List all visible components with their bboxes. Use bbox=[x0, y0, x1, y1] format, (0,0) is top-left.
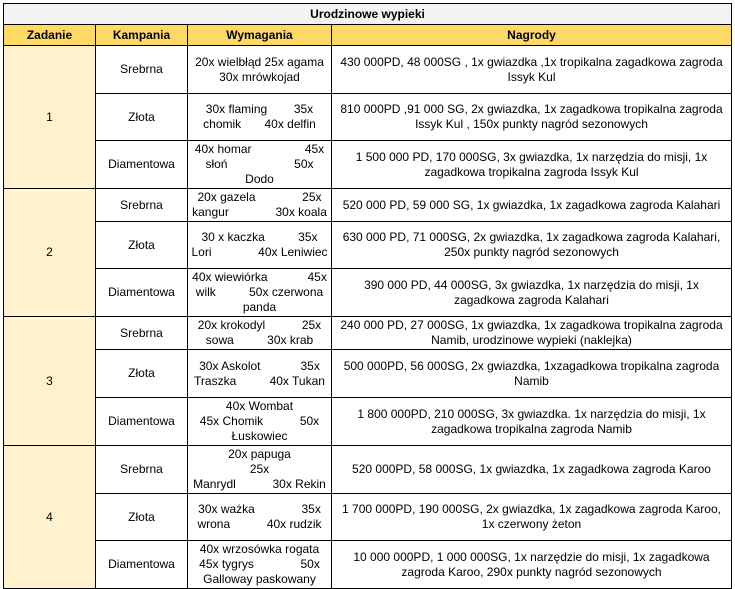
header-zadanie: Zadanie bbox=[4, 25, 96, 46]
table-row bbox=[4, 189, 732, 222]
campaign-cell: Diamentowa bbox=[96, 541, 188, 589]
campaign-cell: Złota bbox=[96, 494, 188, 541]
rewards-cell: 10 000 000PD, 1 000 000SG, 1x narzędzie do misji, 1x zagadkowa zagroda Karoo, 290x punkty nagród sezonowych bbox=[332, 541, 732, 589]
requirements-cell: 40x homar 45x słoń 50x Dodo bbox=[188, 141, 332, 189]
table-title: Urodzinowe wypieki bbox=[4, 4, 732, 25]
rewards-cell: 810 000PD ,91 000 SG, 2x gwiazdka, 1x zagadkowa tropikalna zagroda Issyk Kul , 150x punkty nagród sezonowych bbox=[332, 94, 732, 141]
requirements-cell: 20x wielbłąd 25x agama 30x mrówkojad bbox=[188, 46, 332, 94]
requirements-cell: 40x wrzosówka rogata 45x tygrys 50x Galloway paskowany bbox=[188, 541, 332, 589]
task-number: 2 bbox=[4, 189, 96, 317]
rewards-cell: 520 000 PD, 59 000 SG, 1x gwiazdka, 1x zagadkowa zagroda Kalahari bbox=[332, 189, 732, 222]
header-kampania: Kampania bbox=[96, 25, 188, 46]
table-row bbox=[4, 494, 732, 541]
rewards-cell: 390 000 PD, 44 000SG, 3x gwiazdka, 1x narzędzia do misji, 1x zagadkowa zagroda Kalahari bbox=[332, 269, 732, 317]
requirements-cell: 30x Askolot 35x Traszka 40x Tukan bbox=[188, 350, 332, 398]
campaign-cell: Złota bbox=[96, 94, 188, 141]
rewards-table bbox=[3, 3, 732, 589]
table-row bbox=[4, 94, 732, 141]
campaign-cell: Srebrna bbox=[96, 317, 188, 350]
table-row bbox=[4, 398, 732, 446]
rewards-cell: 1 800 000PD, 210 000SG, 3x gwiazdka. 1x narzędzia do misji, 1x zagadkowa tropikalna zagroda Namib bbox=[332, 398, 732, 446]
table-row bbox=[4, 350, 732, 398]
header-nagrody: Nagrody bbox=[332, 25, 732, 46]
rewards-cell: 240 000 PD, 27 000SG, 1x gwiazdka, 1x zagadkowa tropikalna zagroda Namib, urodzinowe wypieki (naklejka) bbox=[332, 317, 732, 350]
table-row bbox=[4, 446, 732, 494]
task-number: 1 bbox=[4, 46, 96, 189]
campaign-cell: Diamentowa bbox=[96, 141, 188, 189]
header-wymagania: Wymagania bbox=[188, 25, 332, 46]
rewards-cell: 430 000PD, 48 000SG , 1x gwiazdka ,1x tropikalna zagadkowa zagroda Issyk Kul bbox=[332, 46, 732, 94]
table-row bbox=[4, 317, 732, 350]
campaign-cell: Diamentowa bbox=[96, 269, 188, 317]
rewards-cell: 500 000PD, 56 000SG, 2x gwiazdka, 1xzagadkowa tropikalna zagroda Namib bbox=[332, 350, 732, 398]
table-row bbox=[4, 141, 732, 189]
campaign-cell: Srebrna bbox=[96, 189, 188, 222]
task-number: 3 bbox=[4, 317, 96, 446]
requirements-cell: 40x Wombat 45x Chomik 50x Łuskowiec bbox=[188, 398, 332, 446]
requirements-cell: 30x ważka 35x wrona 40x rudzik bbox=[188, 494, 332, 541]
requirements-cell: 30x flaming 35x chomik 40x delfin bbox=[188, 94, 332, 141]
table-row bbox=[4, 269, 732, 317]
campaign-cell: Diamentowa bbox=[96, 398, 188, 446]
requirements-cell: 20x krokodyl 25x sowa 30x krab bbox=[188, 317, 332, 350]
requirements-cell: 40x wiewiórka 45x wilk 50x czerwona panda bbox=[188, 269, 332, 317]
table-row bbox=[4, 541, 732, 589]
rewards-cell: 520 000PD, 58 000SG, 1x gwiazdka, 1x zagadkowa zagroda Karoo bbox=[332, 446, 732, 494]
campaign-cell: Złota bbox=[96, 350, 188, 398]
campaign-cell: Srebrna bbox=[96, 446, 188, 494]
rewards-cell: 1 500 000 PD, 170 000SG, 3x gwiazdka, 1x narzędzia do misji, 1x zagadkowa tropikalna zagroda Issyk Kul bbox=[332, 141, 732, 189]
campaign-cell: Złota bbox=[96, 222, 188, 269]
table-row bbox=[4, 222, 732, 269]
rewards-cell: 630 000 PD, 71 000SG, 2x gwiazdka, 1x zagadkowa zagroda Kalahari, 250x punkty nagród sezonowych bbox=[332, 222, 732, 269]
requirements-cell: 20x papuga 25x Manrydl 30x Rekin bbox=[188, 446, 332, 494]
campaign-cell: Srebrna bbox=[96, 46, 188, 94]
rewards-cell: 1 700 000PD, 190 000SG, 2x gwiazdka, 1x zagadkowa zagroda Karoo, 1x czerwony żeton bbox=[332, 494, 732, 541]
requirements-cell: 20x gazela 25x kangur 30x koala bbox=[188, 189, 332, 222]
table-row bbox=[4, 46, 732, 94]
task-number: 4 bbox=[4, 446, 96, 589]
requirements-cell: 30 x kaczka 35x Lori 40x Leniwiec bbox=[188, 222, 332, 269]
